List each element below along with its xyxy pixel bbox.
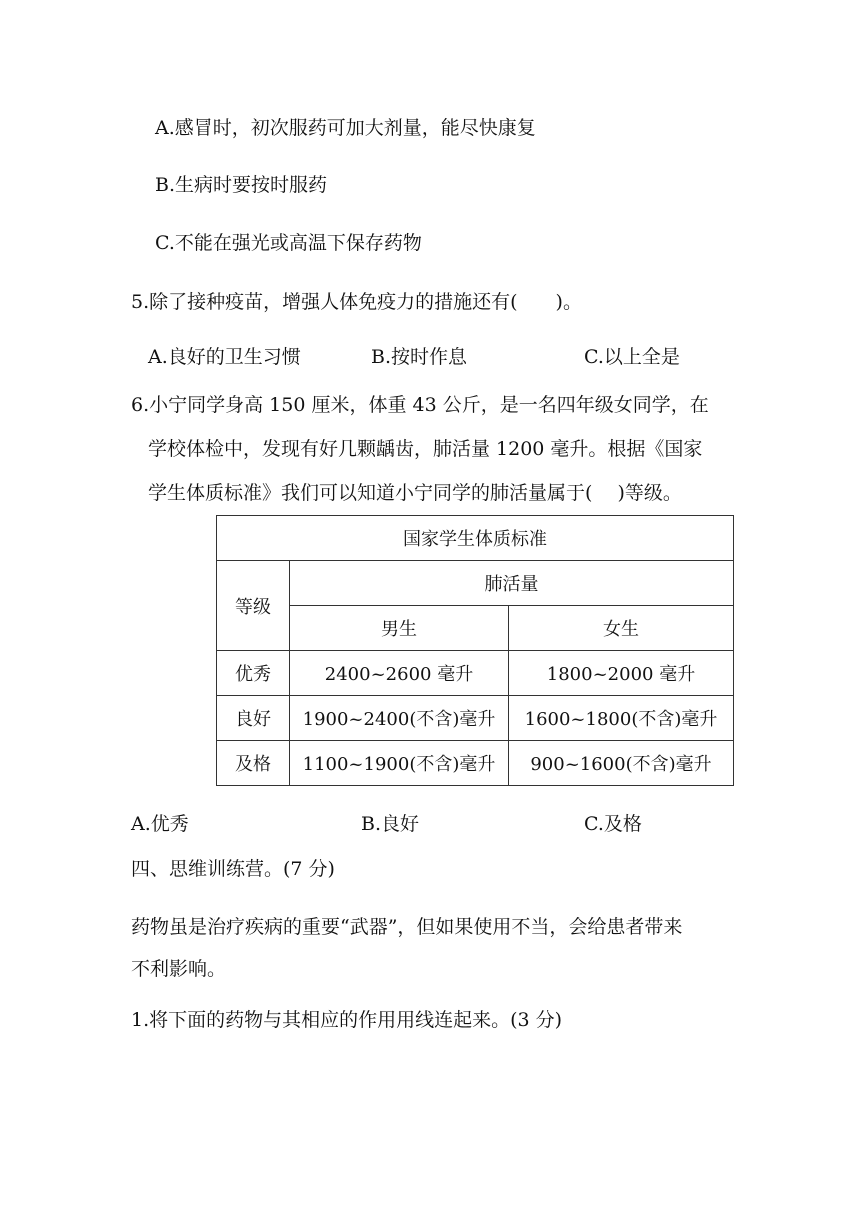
- q5-option-c: C.以上全是: [584, 346, 680, 368]
- intro-line-2: 不利影响。: [131, 958, 227, 980]
- q6-option-c: C.及格: [584, 813, 642, 835]
- male-cell: 1100~1900(不含)毫升: [290, 741, 509, 786]
- table-title: 国家学生体质标准: [217, 516, 734, 561]
- female-cell: 900~1600(不含)毫升: [509, 741, 734, 786]
- table-row: [217, 696, 734, 741]
- q5-option-a: A.良好的卫生习惯: [148, 346, 301, 368]
- intro-line-1: 药物虽是治疗疾病的重要“武器”，但如果使用不当，会给患者带来: [131, 916, 683, 938]
- q6-line-1: 6.小宁同学身高 150 厘米，体重 43 公斤，是一名四年级女同学，在: [131, 394, 709, 416]
- grade-cell: 及格: [217, 741, 290, 786]
- male-cell: 2400~2600 毫升: [290, 651, 509, 696]
- q4-option-c: C.不能在强光或高温下保存药物: [155, 232, 422, 254]
- fitness-standard-table: [216, 515, 734, 786]
- section4-question-1: 1.将下面的药物与其相应的作用用线连起来。(3 分): [131, 1009, 563, 1031]
- q6-option-b: B.良好: [361, 813, 420, 835]
- table-row: [217, 741, 734, 786]
- grade-header: 等级: [217, 561, 290, 651]
- capacity-header: 肺活量: [290, 561, 734, 606]
- female-header: 女生: [509, 606, 734, 651]
- q4-option-a: A.感冒时，初次服药可加大剂量，能尽快康复: [155, 117, 536, 139]
- grade-cell: 良好: [217, 696, 290, 741]
- male-cell: 1900~2400(不含)毫升: [290, 696, 509, 741]
- female-cell: 1600~1800(不含)毫升: [509, 696, 734, 741]
- q6-option-a: A.优秀: [131, 813, 189, 835]
- section-heading: 四、思维训练营。(7 分): [131, 858, 335, 880]
- q5-option-b: B.按时作息: [371, 346, 468, 368]
- q6-line-2: 学校体检中，发现有好几颗龋齿，肺活量 1200 毫升。根据《国家: [148, 438, 703, 460]
- female-cell: 1800~2000 毫升: [509, 651, 734, 696]
- q5-stem: 5.除了接种疫苗，增强人体免疫力的措施还有( )。: [131, 291, 582, 313]
- table-row: [217, 651, 734, 696]
- q6-line-3: 学生体质标准》我们可以知道小宁同学的肺活量属于( )等级。: [148, 482, 682, 504]
- grade-cell: 优秀: [217, 651, 290, 696]
- q4-option-b: B.生病时要按时服药: [155, 174, 328, 196]
- male-header: 男生: [290, 606, 509, 651]
